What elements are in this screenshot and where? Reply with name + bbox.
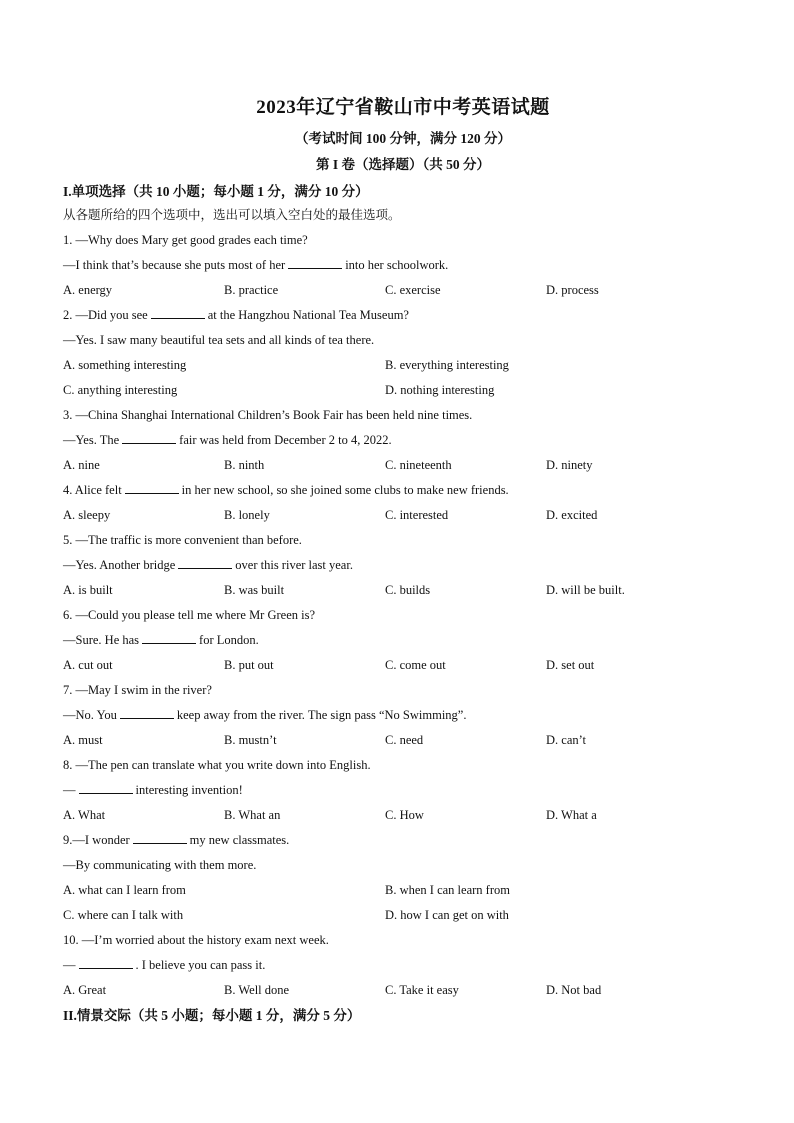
question-8 <box>63 753 743 828</box>
question-text: —Sure. He has <box>63 633 140 647</box>
question-text: — <box>63 958 76 972</box>
option-a: A. what can I learn from <box>63 883 186 897</box>
option-b: B. What an <box>224 808 281 822</box>
option-d: D. how I can get on with <box>385 908 509 922</box>
option-b: B. practice <box>224 283 279 297</box>
question-line <box>63 403 743 428</box>
section-2-heading: II.情景交际（共 5 小题；每小题 1 分，满分 5 分） <box>63 1008 361 1023</box>
exam-subtitle: （考试时间 100 分钟，满分 120 分） <box>295 131 511 146</box>
option-c: C. where can I talk with <box>63 908 184 922</box>
question-text: 5. —The traffic is more convenient than before. <box>63 533 302 547</box>
question-4 <box>63 478 743 528</box>
question-text: 6. —Could you please tell me where Mr Green is? <box>63 608 316 622</box>
options-row <box>63 378 743 403</box>
question-text: for London. <box>199 633 259 647</box>
question-2 <box>63 303 743 403</box>
option-c: C. builds <box>385 583 431 597</box>
question-text: 8. —The pen can translate what you write down into English. <box>63 758 371 772</box>
answer-blank <box>288 257 342 269</box>
question-text: in her new school, so she joined some clubs to make new friends. <box>181 483 509 497</box>
option-c: C. exercise <box>385 283 441 297</box>
option-c: C. come out <box>385 658 446 672</box>
question-text: 3. —China Shanghai International Children’s Book Fair has been held nine times. <box>63 408 473 422</box>
option-d: D. will be built. <box>546 583 625 597</box>
option-b: B. was built <box>224 583 285 597</box>
question-line <box>63 303 743 328</box>
question-3 <box>63 403 743 478</box>
options-row <box>63 278 743 303</box>
question-text: fair was held from December 2 to 4, 2022. <box>179 433 392 447</box>
question-7 <box>63 678 743 753</box>
options-row <box>63 903 743 928</box>
answer-blank <box>120 707 174 719</box>
question-6 <box>63 603 743 678</box>
options-row <box>63 803 743 828</box>
options-row <box>63 653 743 678</box>
question-line <box>63 828 743 853</box>
question-line <box>63 603 743 628</box>
option-a: A. must <box>63 733 103 747</box>
option-b: B. lonely <box>224 508 270 522</box>
question-text: 9.—I wonder <box>63 833 130 847</box>
answer-blank <box>79 957 133 969</box>
question-text: into her schoolwork. <box>345 258 449 272</box>
answer-blank <box>125 482 179 494</box>
option-b: B. Well done <box>224 983 290 997</box>
answer-blank <box>133 832 187 844</box>
option-b: B. everything interesting <box>385 358 509 372</box>
question-1 <box>63 228 743 303</box>
option-a: A. sleepy <box>63 508 111 522</box>
option-d: D. excited <box>546 508 598 522</box>
options-row <box>63 578 743 603</box>
question-line <box>63 253 743 278</box>
question-line <box>63 853 743 878</box>
option-c: C. anything interesting <box>63 383 178 397</box>
question-text: interesting invention! <box>135 783 243 797</box>
options-row <box>63 728 743 753</box>
option-b: B. ninth <box>224 458 265 472</box>
question-9 <box>63 828 743 928</box>
question-10 <box>63 928 743 1003</box>
option-b: B. when I can learn from <box>385 883 510 897</box>
question-line <box>63 678 743 703</box>
question-text: —Yes. I saw many beautiful tea sets and all kinds of tea there. <box>63 333 375 347</box>
question-text: 4. Alice felt <box>63 483 122 497</box>
question-line <box>63 753 743 778</box>
question-line <box>63 928 743 953</box>
question-text: —I think that’s because she puts most of her <box>63 258 286 272</box>
exam-title: 2023年辽宁省鞍山市中考英语试题 <box>256 97 550 118</box>
option-d: D. set out <box>546 658 595 672</box>
option-c: C. How <box>385 808 424 822</box>
question-text: —No. You <box>63 708 117 722</box>
option-a: A. What <box>63 808 106 822</box>
question-text: 7. —May I swim in the river? <box>63 683 212 697</box>
question-line <box>63 328 743 353</box>
answer-blank <box>122 432 176 444</box>
question-text: —Yes. Another bridge <box>63 558 176 572</box>
question-line <box>63 778 743 803</box>
question-text: . I believe you can pass it. <box>135 958 266 972</box>
option-d: D. ninety <box>546 458 593 472</box>
options-row <box>63 878 743 903</box>
option-d: D. Not bad <box>546 983 602 997</box>
options-row <box>63 453 743 478</box>
option-a: A. cut out <box>63 658 113 672</box>
question-text: —By communicating with them more. <box>63 858 257 872</box>
question-text: 1. —Why does Mary get good grades each time? <box>63 233 308 247</box>
question-text: my new classmates. <box>189 833 290 847</box>
question-text: — <box>63 783 76 797</box>
answer-blank <box>151 307 205 319</box>
options-row <box>63 978 743 1003</box>
option-c: C. interested <box>385 508 449 522</box>
question-line <box>63 953 743 978</box>
option-d: D. can’t <box>546 733 587 747</box>
answer-blank <box>178 557 232 569</box>
question-line <box>63 478 743 503</box>
option-b: B. put out <box>224 658 274 672</box>
question-line <box>63 628 743 653</box>
question-text: keep away from the river. The sign pass “No Swimming”. <box>176 708 467 722</box>
option-a: A. nine <box>63 458 100 472</box>
option-d: D. nothing interesting <box>385 383 495 397</box>
section-1-instruction: 从各题所给的四个选项中，选出可以填入空白处的最佳选项。 <box>63 208 401 222</box>
question-line <box>63 703 743 728</box>
option-d: D. What a <box>546 808 597 822</box>
options-row <box>63 503 743 528</box>
option-c: C. need <box>385 733 424 747</box>
paper-part-heading: 第 I 卷（选择题）（共 50 分） <box>315 157 490 172</box>
option-a: A. something interesting <box>63 358 187 372</box>
question-text: at the Hangzhou National Tea Museum? <box>207 308 409 322</box>
question-line <box>63 553 743 578</box>
options-row <box>63 353 743 378</box>
question-line <box>63 528 743 553</box>
section-1-heading: I.单项选择（共 10 小题；每小题 1 分，满分 10 分） <box>63 184 369 199</box>
option-c: C. nineteenth <box>385 458 452 472</box>
question-text: over this river last year. <box>235 558 353 572</box>
question-text: 10. —I’m worried about the history exam next week. <box>63 933 329 947</box>
question-line <box>63 228 743 253</box>
exam-page <box>63 92 743 1027</box>
option-a: A. is built <box>63 583 113 597</box>
question-text: 2. —Did you see <box>63 308 148 322</box>
option-b: B. mustn’t <box>224 733 277 747</box>
option-d: D. process <box>546 283 599 297</box>
answer-blank <box>142 632 196 644</box>
question-5 <box>63 528 743 603</box>
question-line <box>63 428 743 453</box>
option-c: C. Take it easy <box>385 983 459 997</box>
question-text: —Yes. The <box>63 433 120 447</box>
option-a: A. energy <box>63 283 113 297</box>
question-list <box>63 228 743 1003</box>
option-a: A. Great <box>63 983 107 997</box>
answer-blank <box>79 782 133 794</box>
